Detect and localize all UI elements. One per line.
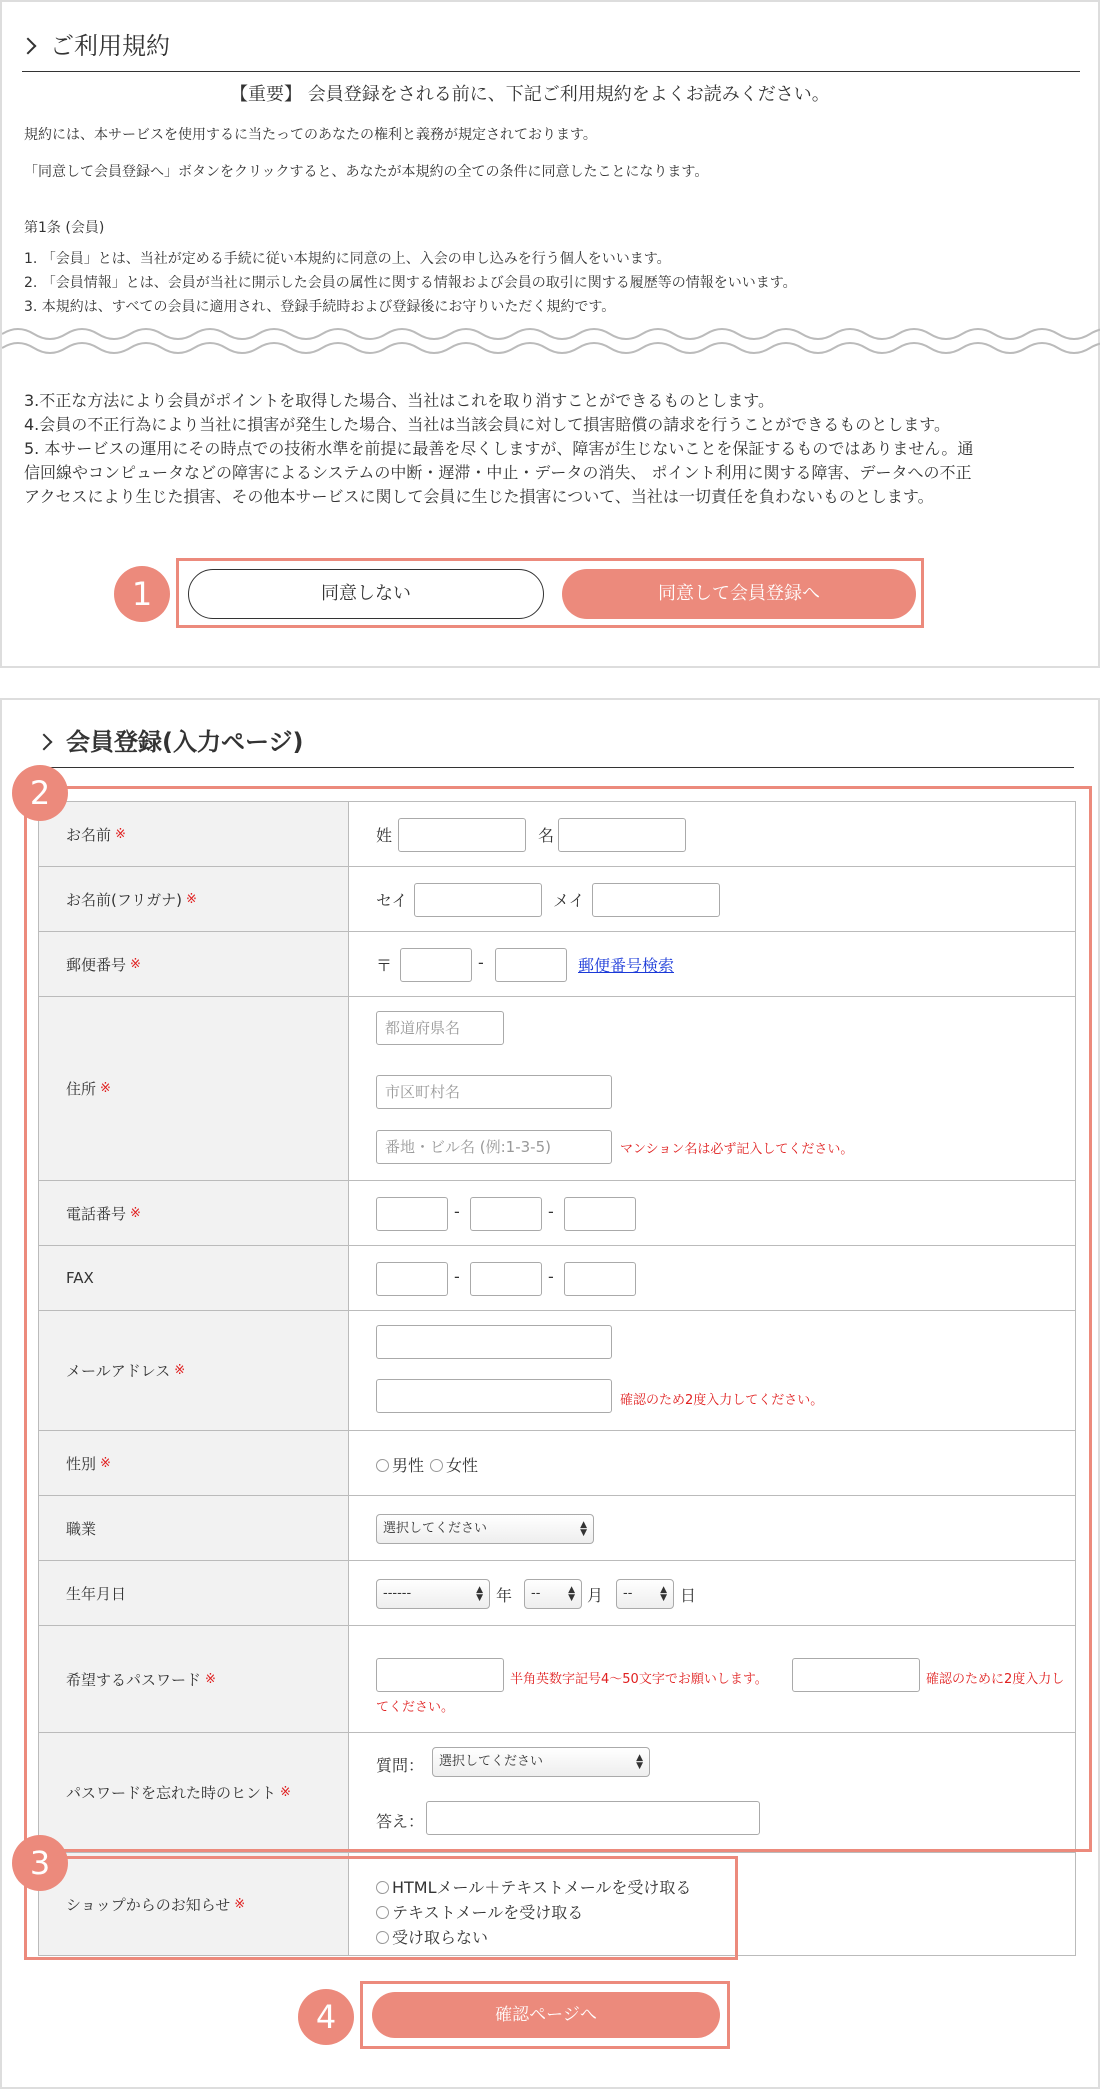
form-title [38, 722, 1074, 768]
highlight-frame [24, 786, 1092, 1852]
fax-separator: - [454, 1267, 460, 1286]
name-label-text: お名前 [66, 825, 112, 844]
question-label: 質問： [376, 1756, 425, 1775]
select-arrows-icon: ▲ ▼ [636, 1753, 643, 1771]
chevron-right-icon [36, 734, 53, 751]
required-mark: ※ [100, 1455, 111, 1471]
later-item: 4.会員の不正行為により当社に損害が発生した場合、当社は当該会員に対して損害賠償の請求を行うことができるものとします。 [24, 415, 950, 434]
wave-divider [2, 322, 1100, 362]
password-confirm-note: 確認のために2度入力し [926, 1672, 1065, 1687]
terms-heading: 【重要】 会員登録をされる前に、下記ご利用規約をよくお読みください。 [230, 84, 830, 105]
answer-label: 答え： [376, 1812, 425, 1831]
select-arrows-icon: ▲ ▼ [660, 1585, 667, 1603]
highlight-frame [24, 1856, 738, 1960]
hint-label-text: パスワードを忘れた時のヒント [66, 1784, 277, 1802]
birth-day-value: -- [623, 1586, 633, 1601]
job-label-text: 職業 [66, 1519, 97, 1538]
tel-label-text: 電話番号 [66, 1204, 127, 1223]
required-mark: ※ [130, 956, 141, 972]
fax-separator: - [548, 1267, 554, 1286]
last-kana-label: セイ [376, 891, 408, 910]
first-kana-label: メイ [553, 891, 585, 910]
select-arrows-icon: ▲ ▼ [580, 1520, 587, 1538]
password-confirm-note-cont: てください。 [376, 1700, 455, 1715]
tel-separator: - [548, 1202, 554, 1221]
first-name-label: 名 [538, 826, 555, 845]
article-item: 1. 「会員」とは、当社が定める手続に従い本規約に同意の上、入会の申し込みを行う個人をいいます。 [24, 251, 671, 267]
address-label-text: 住所 [66, 1080, 97, 1098]
select-arrows-icon: ▲ ▼ [476, 1585, 483, 1603]
newsletter-option-text: テキストメールを受け取る [392, 1903, 584, 1922]
newsletter-label-text: ショップからのお知らせ [66, 1895, 231, 1914]
registration-panel [0, 698, 1100, 2089]
city-input[interactable]: 市区町村名 [376, 1075, 612, 1109]
terms-title [22, 26, 1080, 72]
required-mark: ※ [234, 1896, 246, 1912]
required-mark: ※ [130, 1205, 141, 1221]
birthday-label-text: 生年月日 [66, 1584, 127, 1603]
birth-month-value: -- [531, 1586, 541, 1601]
last-name-label: 姓 [376, 826, 393, 845]
street-input[interactable]: 番地・ビル名 (例:1-3-5) [376, 1130, 612, 1164]
chevron-right-icon [20, 38, 37, 55]
prefecture-input[interactable]: 都道府県名 [376, 1011, 504, 1045]
step-badge-4: 4 [298, 1989, 354, 2045]
year-label: 年 [496, 1586, 513, 1605]
zip-separator: - [478, 953, 484, 972]
step-badge-3: 3 [12, 1835, 68, 1891]
step-badge-2: 2 [12, 765, 68, 821]
disagree-button[interactable]: 同意しない [188, 569, 544, 619]
email-label-text: メールアドレス [66, 1362, 171, 1380]
later-item: 5. 本サービスの運用にその時点での技術水準を前提に最善を尽くしますが、障害が生じないことを保証するものではありません。通 [24, 439, 974, 458]
gender-label-text: 性別 [66, 1454, 97, 1473]
password-note: 半角英数字記号4〜50文字でお願いします。 [510, 1672, 768, 1687]
terms-title-text: ご利用規約 [50, 32, 170, 60]
terms-intro-2: 「同意して会員登録へ」ボタンをクリックすると、あなたが本規約の全ての条件に同意したことになります。 [24, 164, 709, 180]
newsletter-option-text: 受け取らない [392, 1928, 489, 1947]
day-label: 日 [680, 1586, 697, 1605]
later-item: 信回線やコンピュータなどの障害によるシステムの中断・遅滞・中止・データの消失、 ポイント利用に関する障害、データへの不正 [24, 463, 972, 482]
required-mark: ※ [174, 1363, 186, 1378]
hint-question-value: 選択してください [439, 1754, 544, 1769]
gender-male-text: 男性 [392, 1456, 425, 1475]
gender-female-text: 女性 [446, 1456, 479, 1475]
article-item: 2. 「会員情報」とは、会員が当社に開示した会員の属性に関する情報および会員の取引に関する履歴等の情報をいいます。 [24, 275, 797, 291]
required-mark: ※ [100, 1081, 111, 1096]
select-arrows-icon: ▲ ▼ [568, 1585, 575, 1603]
password-label-text: 希望するパスワード [66, 1670, 202, 1689]
required-mark: ※ [205, 1671, 216, 1687]
job-select-value: 選択してください [383, 1521, 488, 1536]
fax-label-text: FAX [66, 1269, 94, 1287]
address-note: マンション名は必ず記入してください。 [620, 1142, 854, 1157]
kana-label-text: お名前(フリガナ) [66, 890, 182, 909]
terms-intro-1: 規約には、本サービスを使用するに当たってのあなたの権利と義務が規定されております。 [24, 127, 597, 143]
agree-button[interactable]: 同意して会員登録へ [562, 569, 916, 619]
form-title-text: 会員登録(入力ページ) [66, 728, 304, 756]
article-item: 3. 本規約は、すべての会員に適用され、登録手続時および登録後にお守りいただく規約です。 [24, 299, 616, 315]
postal-mark: 〒 [376, 956, 393, 975]
birth-year-value: ------ [383, 1586, 412, 1601]
zip-label-text: 郵便番号 [66, 955, 127, 974]
article-title: 第1条 (会員) [24, 220, 105, 236]
confirm-button[interactable]: 確認ページへ [372, 1992, 720, 2038]
terms-panel [0, 0, 1100, 668]
later-item: 3.不正な方法により会員がポイントを取得した場合、当社はこれを取り消すことができるものとします。 [24, 391, 774, 410]
email-note: 確認のため2度入力してください。 [620, 1393, 824, 1408]
step-badge-1: 1 [114, 566, 170, 622]
required-mark: ※ [185, 891, 197, 907]
newsletter-option-text: HTMLメール＋テキストメールを受け取る [392, 1878, 692, 1897]
required-mark: ※ [115, 826, 126, 842]
month-label: 月 [587, 1586, 604, 1605]
zip-search-link[interactable]: 郵便番号検索 [578, 956, 675, 975]
required-mark: ※ [280, 1785, 291, 1800]
tel-separator: - [454, 1202, 460, 1221]
later-item: アクセスにより生じた損害、その他本サービスに関して会員に生じた損害について、当社は一切責任を負わないものとします。 [24, 487, 934, 506]
